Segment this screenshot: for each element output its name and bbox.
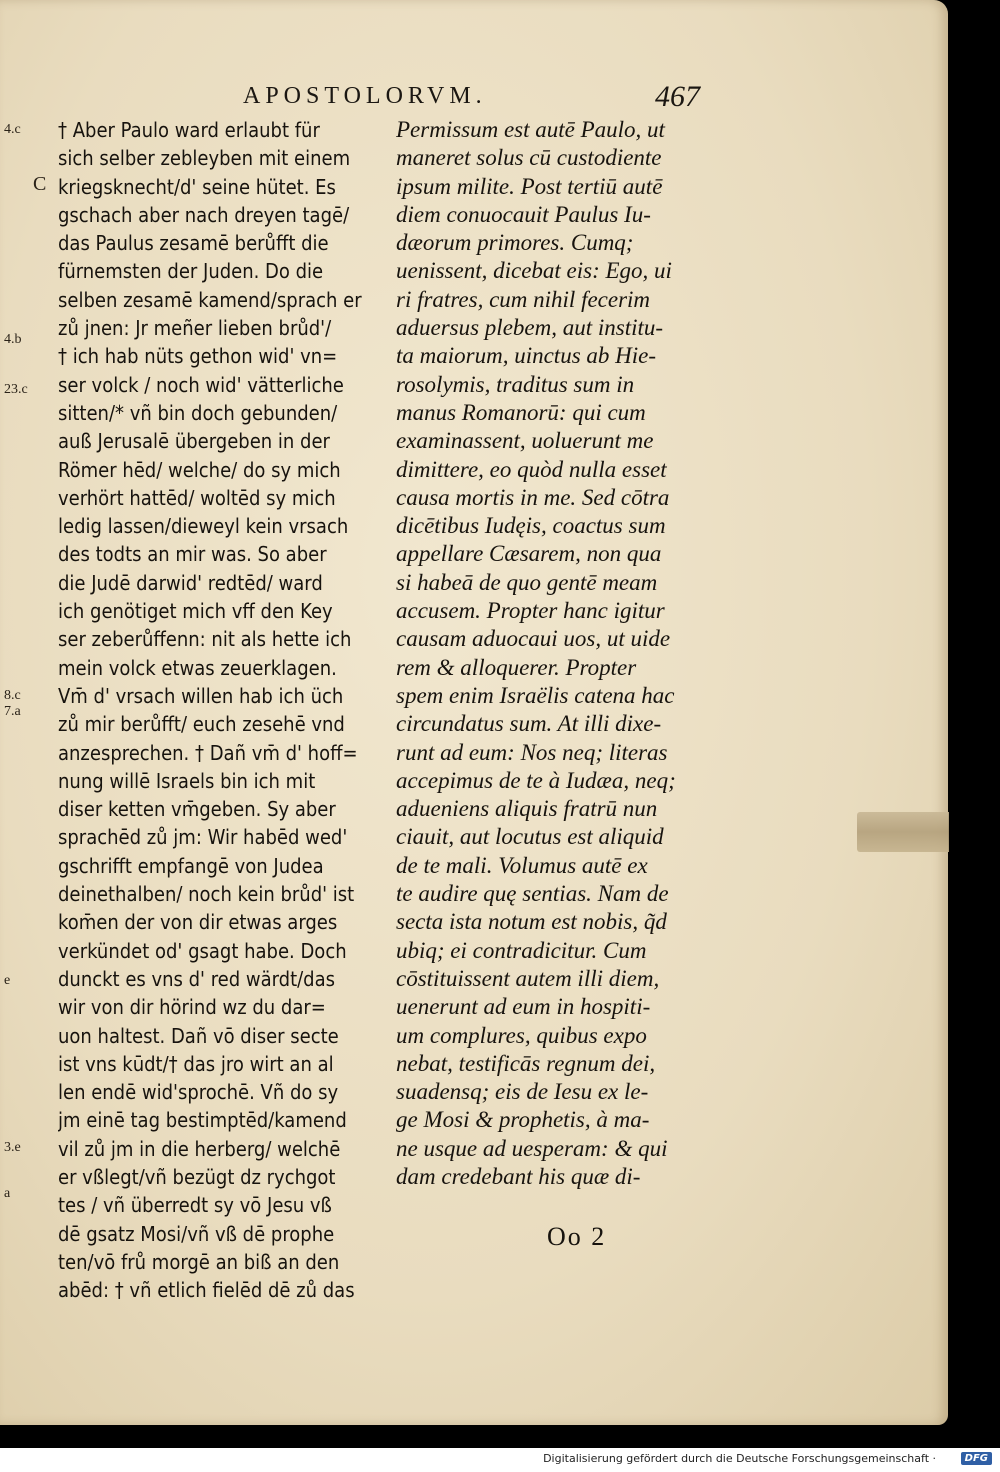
text-line: ist vns kūdt/† das jro wirt an al [58, 1051, 334, 1076]
text-line: ich genötiget mich vff den Key [58, 599, 333, 624]
text-line: anzesprechen. † Dañ vm̄ d' hoff= [58, 740, 358, 765]
text-line: ubiq; ei contradicitur. Cum [396, 937, 647, 963]
text-line: circundatus sum. At illi dixe- [396, 711, 662, 737]
text-line: † ich hab nüts gethon wid' vn= [58, 344, 338, 369]
text-line: diem conuocauit Paulus Iu- [396, 201, 651, 227]
text-line: nebat, testificās regnum dei, [396, 1050, 656, 1076]
text-line: er vßlegt/vñ bezügt dz rychgot [58, 1164, 336, 1189]
text-line: len endē wid'sprochē. Vñ do sy [58, 1080, 339, 1105]
text-line: causa mortis in me. Sed cōtra [396, 484, 670, 510]
margin-note: 23.c [4, 382, 28, 397]
margin-note: 7.a [4, 704, 21, 719]
text-line: ciauit, aut locutus est aliquid [396, 824, 664, 850]
text-line: ledig lassen/dieweyl kein vrsach [58, 514, 349, 539]
text-line: uenerunt ad eum in hospiti- [396, 994, 651, 1020]
text-line: die Judē darwid' redtēd/ ward [58, 570, 323, 595]
text-line: accusem. Propter hanc igitur [396, 598, 665, 624]
text-line: manus Romanorū: qui cum [396, 399, 646, 425]
latin-text-column [396, 116, 708, 1191]
text-line: ten/vō frů morgē an biß an den [58, 1249, 340, 1274]
text-line: Vm̄ d' vrsach willen hab ich üch [58, 683, 344, 708]
text-line: abēd: † vñ etlich fielēd dē zů das [58, 1278, 355, 1303]
text-line: sich selber zebleyben mit einem [58, 146, 351, 171]
text-line: de te mali. Volumus autē ex [396, 852, 648, 878]
text-line: adueniens aliquis fratrū nun [396, 796, 658, 822]
text-line: dē gsatz Mosi/vñ vß dē prophe [58, 1221, 335, 1246]
text-line: diser ketten vm̄geben. Sy aber [58, 797, 336, 822]
text-line: auß Jerusalē übergeben in der [58, 429, 330, 454]
margin-note: 4.b [4, 332, 22, 347]
text-line: mein volck etwas zeuerklagen. [58, 655, 337, 680]
text-line: zů mir berůfft/ euch zesehē vnd [58, 712, 345, 737]
footer-bar [0, 1448, 1000, 1472]
text-line: ta maiorum, uinctus ab Hie- [396, 343, 657, 369]
text-line: jm einē tag bestimptēd/kamend [58, 1108, 347, 1133]
text-line: secta ista notum est nobis, q̃d [396, 909, 667, 935]
text-line: spem enim Israëlis catena hac [396, 682, 675, 708]
text-line: ser volck / noch wid' vätterliche [58, 372, 344, 397]
text-line: dæorum primores. Cumq; [396, 230, 634, 256]
text-line: † Aber Paulo ward erlaubt für [58, 118, 320, 142]
text-line: zů jnen: Jr meñer lieben brůd'/ [58, 316, 332, 341]
signature-mark: Oo 2 [547, 1222, 607, 1251]
text-line: maneret solus cū custodiente [396, 145, 662, 171]
text-line: gschrifft empfangē von Judea [58, 853, 324, 878]
margin-note: 8.c [4, 688, 21, 703]
text-line: wir von dir hörind wz du dar= [58, 995, 326, 1020]
text-line: kom̄en der von dir etwas arges [58, 910, 338, 935]
text-line: verhört hattēd/ woltēd sy mich [58, 485, 336, 510]
text-line: dunckt es vns d' red wärdt/das [58, 966, 336, 991]
text-line: tes / vñ überredt sy vō Jesu vß [58, 1193, 332, 1218]
margin-note: 4.c [4, 122, 21, 137]
german-text-column [58, 116, 374, 1304]
paper-tab [857, 812, 949, 852]
text-line: suadensq; eis de Iesu ex le- [396, 1079, 649, 1105]
text-line: vil zů jm in die herberg/ welchē [58, 1136, 341, 1161]
text-line: gschach aber nach dreyen tagē/ [58, 202, 350, 227]
text-line: uenissent, dicebat eis: Ego, ui [396, 258, 672, 284]
margin-note: C [33, 173, 47, 195]
text-line: ri fratres, cum nihil fecerim [396, 286, 651, 312]
text-line: accepimus de te à Iudæa, neq; [396, 767, 676, 793]
text-line: dicētibus Iudęis, coactus sum [396, 513, 666, 539]
text-line: ipsum milite. Post tertiū autē [396, 173, 663, 199]
text-line: das Paulus zesamē berůfft die [58, 231, 329, 256]
text-line: ne usque ad uesperam: & qui [396, 1135, 668, 1161]
text-line: ser zeberůffenn: nit als hette ich [58, 627, 352, 652]
text-line: causam aduocaui uos, ut uide [396, 626, 671, 652]
text-line: Römer hēd/ welche/ do sy mich [58, 457, 341, 482]
funding-credit: Digitalisierung gefördert durch die Deutsche Forschungsgemeinschaft · [543, 1452, 936, 1465]
page-number: 467 [655, 80, 700, 113]
text-line: cōstituissent autem illi diem, [396, 965, 660, 991]
text-line: examinassent, uoluerunt me [396, 428, 654, 454]
margin-note: a [4, 1186, 11, 1201]
text-line: uon haltest. Dañ vō diser secte [58, 1023, 339, 1048]
text-line: te audire quę sentias. Nam de [396, 881, 669, 907]
text-line: kriegsknecht/d' seine hütet. Es [58, 174, 336, 199]
text-line: dam credebant his quæ di- [396, 1163, 641, 1189]
text-line: des todts an mir was. So aber [58, 542, 327, 567]
margin-note: 3.e [4, 1140, 21, 1155]
margin-note: e [4, 973, 11, 988]
text-line: verkündet od' gsagt habe. Doch [58, 938, 347, 963]
text-line: ge Mosi & prophetis, à ma- [396, 1107, 650, 1133]
text-line: fürnemsten der Juden. Do die [58, 259, 324, 284]
text-line: rosolymis, traditus sum in [396, 371, 635, 397]
running-title: APOSTOLORVM. [243, 83, 487, 109]
text-line: appellare Cæsarem, non qua [396, 541, 662, 567]
dfg-logo: DFG [961, 1452, 992, 1465]
text-line: dimittere, eo quòd nulla esset [396, 456, 667, 482]
text-line: um complures, quibus expo [396, 1022, 647, 1048]
text-line: nung willē Israels bin ich mit [58, 768, 316, 793]
text-line: Permissum est autē Paulo, ut [396, 117, 665, 142]
text-line: sprachēd zů jm: Wir habēd wed' [58, 825, 348, 850]
text-line: rem & alloquerer. Propter [396, 654, 637, 680]
text-line: sitten/* vñ bin doch gebunden/ [58, 400, 338, 425]
text-line: deinethalben/ noch kein brůd' ist [58, 882, 355, 907]
text-line: si habeā de quo gentē meam [396, 569, 658, 595]
text-line: aduersus plebem, aut institu- [396, 315, 664, 341]
text-line: selben zesamē kamend/sprach er [58, 287, 362, 312]
text-line: runt ad eum: Nos neq; literas [396, 739, 668, 765]
